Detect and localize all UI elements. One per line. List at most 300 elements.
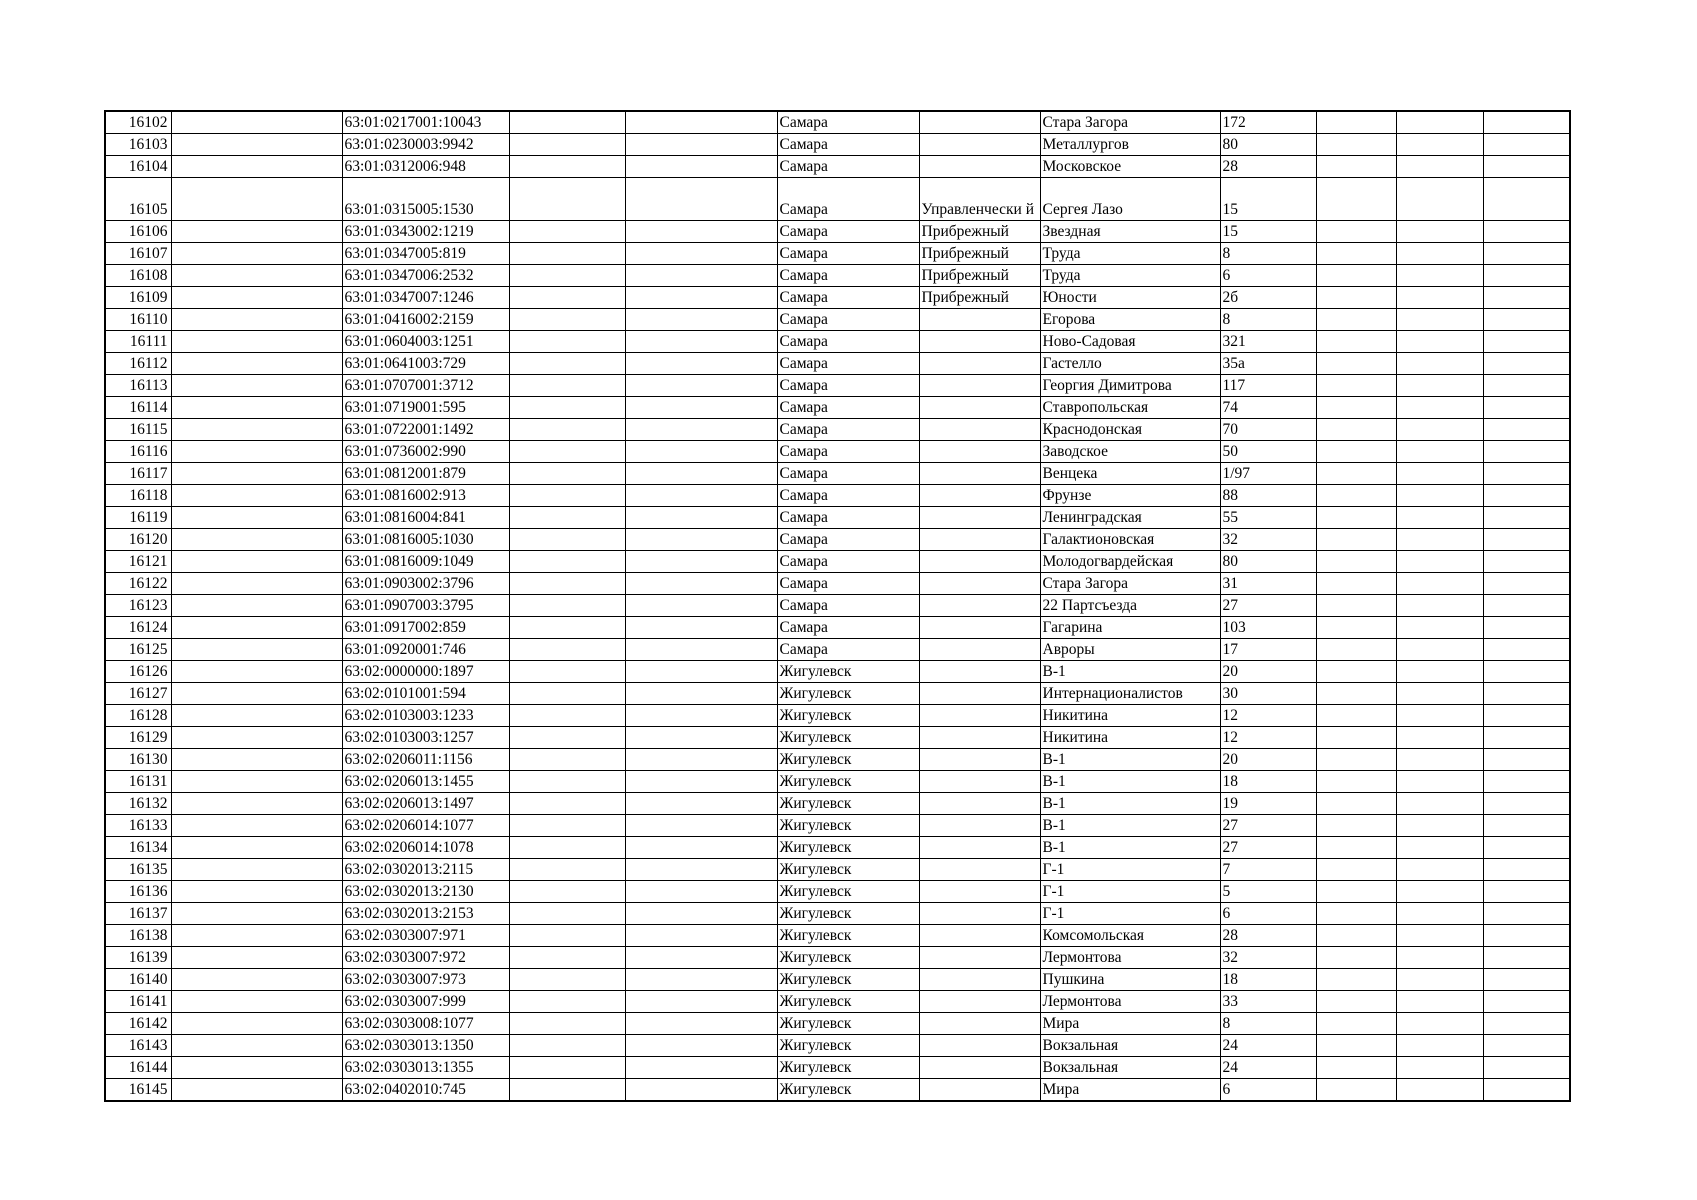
street-cell: Г-1 xyxy=(1040,859,1220,881)
house-number-cell: 55 xyxy=(1220,507,1316,529)
empty-cell xyxy=(1316,859,1396,881)
empty-cell xyxy=(1396,397,1483,419)
empty-cell xyxy=(1316,705,1396,727)
cadastral-number-cell: 63:02:0302013:2130 xyxy=(342,881,509,903)
data-table xyxy=(104,110,1571,1102)
empty-cell xyxy=(1396,815,1483,837)
row-number-cell: 16120 xyxy=(105,529,171,551)
empty-cell xyxy=(509,243,625,265)
empty-cell xyxy=(509,419,625,441)
empty-cell xyxy=(509,463,625,485)
row-number-cell: 16102 xyxy=(105,111,171,134)
street-cell: Лермонтова xyxy=(1040,991,1220,1013)
table-body xyxy=(105,111,1570,1101)
table-row xyxy=(105,617,1570,639)
empty-cell xyxy=(171,903,342,925)
empty-cell xyxy=(509,375,625,397)
row-number-cell: 16142 xyxy=(105,1013,171,1035)
empty-cell xyxy=(1483,1057,1570,1079)
empty-cell xyxy=(1483,463,1570,485)
city-cell: Самара xyxy=(777,111,919,134)
house-number-cell: 35а xyxy=(1220,353,1316,375)
empty-cell xyxy=(625,947,777,969)
cadastral-number-cell: 63:01:0230003:9942 xyxy=(342,134,509,156)
street-cell: Гагарина xyxy=(1040,617,1220,639)
table-row xyxy=(105,793,1570,815)
city-cell: Самара xyxy=(777,397,919,419)
empty-cell xyxy=(1396,1057,1483,1079)
district-cell xyxy=(919,353,1040,375)
row-number-cell: 16141 xyxy=(105,991,171,1013)
city-cell: Жигулевск xyxy=(777,1013,919,1035)
empty-cell xyxy=(509,551,625,573)
city-cell: Самара xyxy=(777,221,919,243)
empty-cell xyxy=(625,485,777,507)
district-cell xyxy=(919,397,1040,419)
city-cell: Жигулевск xyxy=(777,727,919,749)
table-row xyxy=(105,134,1570,156)
empty-cell xyxy=(625,111,777,134)
cadastral-number-cell: 63:02:0302013:2115 xyxy=(342,859,509,881)
street-cell: В-1 xyxy=(1040,815,1220,837)
empty-cell xyxy=(171,881,342,903)
empty-cell xyxy=(1396,573,1483,595)
empty-cell xyxy=(171,1035,342,1057)
empty-cell xyxy=(1396,925,1483,947)
empty-cell xyxy=(171,969,342,991)
row-number-cell: 16121 xyxy=(105,551,171,573)
cadastral-number-cell: 63:01:0347007:1246 xyxy=(342,287,509,309)
city-cell: Самара xyxy=(777,617,919,639)
empty-cell xyxy=(1316,178,1396,221)
district-cell xyxy=(919,815,1040,837)
house-number-cell: 15 xyxy=(1220,178,1316,221)
city-cell: Самара xyxy=(777,573,919,595)
table-row xyxy=(105,969,1570,991)
row-number-cell: 16125 xyxy=(105,639,171,661)
empty-cell xyxy=(625,507,777,529)
empty-cell xyxy=(625,243,777,265)
table-row xyxy=(105,375,1570,397)
house-number-cell: 27 xyxy=(1220,837,1316,859)
empty-cell xyxy=(509,617,625,639)
empty-cell xyxy=(509,134,625,156)
house-number-cell: 70 xyxy=(1220,419,1316,441)
city-cell: Самара xyxy=(777,353,919,375)
street-cell: Фрунзе xyxy=(1040,485,1220,507)
empty-cell xyxy=(1316,837,1396,859)
empty-cell xyxy=(1316,1035,1396,1057)
empty-cell xyxy=(1396,419,1483,441)
empty-cell xyxy=(171,529,342,551)
empty-cell xyxy=(509,397,625,419)
empty-cell xyxy=(171,705,342,727)
row-number-cell: 16119 xyxy=(105,507,171,529)
empty-cell xyxy=(625,1013,777,1035)
city-cell: Жигулевск xyxy=(777,793,919,815)
street-cell: Металлургов xyxy=(1040,134,1220,156)
empty-cell xyxy=(625,1057,777,1079)
district-cell xyxy=(919,1057,1040,1079)
empty-cell xyxy=(509,595,625,617)
street-cell: Ленинградская xyxy=(1040,507,1220,529)
row-number-cell: 16130 xyxy=(105,749,171,771)
empty-cell xyxy=(509,1035,625,1057)
street-cell: Труда xyxy=(1040,243,1220,265)
empty-cell xyxy=(1483,1079,1570,1102)
house-number-cell: 28 xyxy=(1220,925,1316,947)
empty-cell xyxy=(1396,134,1483,156)
table-row xyxy=(105,727,1570,749)
empty-cell xyxy=(1396,551,1483,573)
empty-cell xyxy=(171,925,342,947)
row-number-cell: 16123 xyxy=(105,595,171,617)
city-cell: Жигулевск xyxy=(777,771,919,793)
table-row xyxy=(105,243,1570,265)
row-number-cell: 16140 xyxy=(105,969,171,991)
street-cell: Георгия Димитрова xyxy=(1040,375,1220,397)
street-cell: Стара Загора xyxy=(1040,111,1220,134)
cadastral-number-cell: 63:01:0816004:841 xyxy=(342,507,509,529)
table-row xyxy=(105,353,1570,375)
street-cell: В-1 xyxy=(1040,793,1220,815)
house-number-cell: 8 xyxy=(1220,309,1316,331)
empty-cell xyxy=(509,837,625,859)
empty-cell xyxy=(1316,529,1396,551)
house-number-cell: 80 xyxy=(1220,134,1316,156)
district-cell xyxy=(919,947,1040,969)
row-number-cell: 16113 xyxy=(105,375,171,397)
empty-cell xyxy=(1316,991,1396,1013)
empty-cell xyxy=(1396,375,1483,397)
city-cell: Самара xyxy=(777,134,919,156)
empty-cell xyxy=(1396,969,1483,991)
empty-cell xyxy=(509,1013,625,1035)
empty-cell xyxy=(171,156,342,178)
house-number-cell: 15 xyxy=(1220,221,1316,243)
cadastral-number-cell: 63:02:0206014:1078 xyxy=(342,837,509,859)
empty-cell xyxy=(171,573,342,595)
city-cell: Самара xyxy=(777,265,919,287)
table-row xyxy=(105,441,1570,463)
empty-cell xyxy=(171,551,342,573)
table-row xyxy=(105,1079,1570,1102)
street-cell: В-1 xyxy=(1040,749,1220,771)
row-number-cell: 16136 xyxy=(105,881,171,903)
empty-cell xyxy=(1396,881,1483,903)
district-cell xyxy=(919,1013,1040,1035)
district-cell xyxy=(919,111,1040,134)
empty-cell xyxy=(625,331,777,353)
city-cell: Жигулевск xyxy=(777,705,919,727)
empty-cell xyxy=(1483,134,1570,156)
empty-cell xyxy=(625,749,777,771)
empty-cell xyxy=(1396,661,1483,683)
district-cell xyxy=(919,507,1040,529)
empty-cell xyxy=(1316,639,1396,661)
cadastral-number-cell: 63:02:0303008:1077 xyxy=(342,1013,509,1035)
empty-cell xyxy=(1483,265,1570,287)
row-number-cell: 16105 xyxy=(105,178,171,221)
empty-cell xyxy=(509,771,625,793)
street-cell: Венцека xyxy=(1040,463,1220,485)
empty-cell xyxy=(509,156,625,178)
cadastral-number-cell: 63:02:0103003:1233 xyxy=(342,705,509,727)
empty-cell xyxy=(171,441,342,463)
house-number-cell: 8 xyxy=(1220,243,1316,265)
empty-cell xyxy=(1483,441,1570,463)
table-row xyxy=(105,837,1570,859)
cadastral-number-cell: 63:02:0206014:1077 xyxy=(342,815,509,837)
city-cell: Самара xyxy=(777,639,919,661)
empty-cell xyxy=(509,705,625,727)
cadastral-number-cell: 63:01:0907003:3795 xyxy=(342,595,509,617)
city-cell: Жигулевск xyxy=(777,837,919,859)
city-cell: Самара xyxy=(777,331,919,353)
empty-cell xyxy=(509,178,625,221)
empty-cell xyxy=(509,749,625,771)
row-number-cell: 16117 xyxy=(105,463,171,485)
empty-cell xyxy=(171,134,342,156)
table-row xyxy=(105,551,1570,573)
empty-cell xyxy=(1483,903,1570,925)
empty-cell xyxy=(509,859,625,881)
district-cell xyxy=(919,793,1040,815)
row-number-cell: 16106 xyxy=(105,221,171,243)
empty-cell xyxy=(1316,881,1396,903)
house-number-cell: 12 xyxy=(1220,705,1316,727)
empty-cell xyxy=(1396,331,1483,353)
city-cell: Самара xyxy=(777,485,919,507)
empty-cell xyxy=(1396,529,1483,551)
empty-cell xyxy=(1396,287,1483,309)
house-number-cell: 32 xyxy=(1220,529,1316,551)
house-number-cell: 24 xyxy=(1220,1035,1316,1057)
empty-cell xyxy=(1396,178,1483,221)
empty-cell xyxy=(1396,463,1483,485)
empty-cell xyxy=(1316,749,1396,771)
city-cell: Самара xyxy=(777,309,919,331)
cadastral-number-cell: 63:02:0103003:1257 xyxy=(342,727,509,749)
cadastral-number-cell: 63:01:0816009:1049 xyxy=(342,551,509,573)
empty-cell xyxy=(171,265,342,287)
empty-cell xyxy=(1316,683,1396,705)
empty-cell xyxy=(1483,639,1570,661)
empty-cell xyxy=(625,925,777,947)
empty-cell xyxy=(1396,639,1483,661)
district-cell xyxy=(919,881,1040,903)
street-cell: Ново-Садовая xyxy=(1040,331,1220,353)
district-cell xyxy=(919,156,1040,178)
empty-cell xyxy=(171,749,342,771)
empty-cell xyxy=(1396,793,1483,815)
empty-cell xyxy=(1396,156,1483,178)
district-cell: Управленчески й xyxy=(919,178,1040,221)
district-cell xyxy=(919,485,1040,507)
table-row xyxy=(105,221,1570,243)
row-number-cell: 16131 xyxy=(105,771,171,793)
empty-cell xyxy=(1396,441,1483,463)
table-row xyxy=(105,1035,1570,1057)
empty-cell xyxy=(1483,111,1570,134)
empty-cell xyxy=(509,903,625,925)
cadastral-number-cell: 63:01:0347005:819 xyxy=(342,243,509,265)
street-cell: Сергея Лазо xyxy=(1040,178,1220,221)
cadastral-number-cell: 63:01:0343002:1219 xyxy=(342,221,509,243)
empty-cell xyxy=(171,397,342,419)
city-cell: Самара xyxy=(777,156,919,178)
empty-cell xyxy=(509,221,625,243)
city-cell: Самара xyxy=(777,463,919,485)
empty-cell xyxy=(509,969,625,991)
cadastral-number-cell: 63:02:0206013:1455 xyxy=(342,771,509,793)
street-cell: Мира xyxy=(1040,1013,1220,1035)
empty-cell xyxy=(509,331,625,353)
empty-cell xyxy=(1316,243,1396,265)
empty-cell xyxy=(1483,1035,1570,1057)
empty-cell xyxy=(1396,749,1483,771)
cadastral-number-cell: 63:01:0315005:1530 xyxy=(342,178,509,221)
district-cell xyxy=(919,969,1040,991)
row-number-cell: 16107 xyxy=(105,243,171,265)
table-row xyxy=(105,991,1570,1013)
empty-cell xyxy=(1316,353,1396,375)
empty-cell xyxy=(171,375,342,397)
street-cell: Звездная xyxy=(1040,221,1220,243)
table-row xyxy=(105,287,1570,309)
table-row xyxy=(105,485,1570,507)
empty-cell xyxy=(1316,903,1396,925)
empty-cell xyxy=(1483,419,1570,441)
empty-cell xyxy=(1316,793,1396,815)
empty-cell xyxy=(1396,309,1483,331)
table-row xyxy=(105,947,1570,969)
house-number-cell: 88 xyxy=(1220,485,1316,507)
district-cell xyxy=(919,771,1040,793)
city-cell: Жигулевск xyxy=(777,1057,919,1079)
house-number-cell: 103 xyxy=(1220,617,1316,639)
empty-cell xyxy=(1316,463,1396,485)
row-number-cell: 16132 xyxy=(105,793,171,815)
house-number-cell: 8 xyxy=(1220,1013,1316,1035)
empty-cell xyxy=(1396,683,1483,705)
cadastral-number-cell: 63:01:0604003:1251 xyxy=(342,331,509,353)
city-cell: Самара xyxy=(777,287,919,309)
row-number-cell: 16112 xyxy=(105,353,171,375)
cadastral-number-cell: 63:01:0217001:10043 xyxy=(342,111,509,134)
empty-cell xyxy=(625,134,777,156)
empty-cell xyxy=(1396,221,1483,243)
empty-cell xyxy=(509,573,625,595)
empty-cell xyxy=(171,111,342,134)
house-number-cell: 31 xyxy=(1220,573,1316,595)
empty-cell xyxy=(171,309,342,331)
table-row xyxy=(105,309,1570,331)
house-number-cell: 24 xyxy=(1220,1057,1316,1079)
row-number-cell: 16124 xyxy=(105,617,171,639)
empty-cell xyxy=(1396,353,1483,375)
district-cell: Прибрежный xyxy=(919,221,1040,243)
empty-cell xyxy=(1483,507,1570,529)
street-cell: Вокзальная xyxy=(1040,1057,1220,1079)
row-number-cell: 16139 xyxy=(105,947,171,969)
street-cell: Егорова xyxy=(1040,309,1220,331)
district-cell xyxy=(919,441,1040,463)
empty-cell xyxy=(509,881,625,903)
empty-cell xyxy=(1483,661,1570,683)
empty-cell xyxy=(1483,771,1570,793)
empty-cell xyxy=(1316,331,1396,353)
district-cell xyxy=(919,837,1040,859)
house-number-cell: 6 xyxy=(1220,903,1316,925)
empty-cell xyxy=(1483,925,1570,947)
house-number-cell: 1/97 xyxy=(1220,463,1316,485)
empty-cell xyxy=(1396,771,1483,793)
empty-cell xyxy=(171,1057,342,1079)
cadastral-number-cell: 63:02:0303007:999 xyxy=(342,991,509,1013)
empty-cell xyxy=(171,727,342,749)
table-row xyxy=(105,903,1570,925)
row-number-cell: 16127 xyxy=(105,683,171,705)
empty-cell xyxy=(1483,727,1570,749)
empty-cell xyxy=(171,353,342,375)
empty-cell xyxy=(509,485,625,507)
empty-cell xyxy=(1396,243,1483,265)
empty-cell xyxy=(625,309,777,331)
city-cell: Самара xyxy=(777,375,919,397)
city-cell: Жигулевск xyxy=(777,683,919,705)
row-number-cell: 16116 xyxy=(105,441,171,463)
table-row xyxy=(105,1057,1570,1079)
city-cell: Жигулевск xyxy=(777,947,919,969)
cadastral-number-cell: 63:01:0347006:2532 xyxy=(342,265,509,287)
empty-cell xyxy=(1316,419,1396,441)
house-number-cell: 2б xyxy=(1220,287,1316,309)
empty-cell xyxy=(1483,221,1570,243)
street-cell: Ставропольская xyxy=(1040,397,1220,419)
empty-cell xyxy=(171,331,342,353)
empty-cell xyxy=(1316,1057,1396,1079)
street-cell: В-1 xyxy=(1040,661,1220,683)
empty-cell xyxy=(509,815,625,837)
street-cell: Лермонтова xyxy=(1040,947,1220,969)
district-cell xyxy=(919,705,1040,727)
empty-cell xyxy=(1483,485,1570,507)
empty-cell xyxy=(509,529,625,551)
empty-cell xyxy=(1483,947,1570,969)
city-cell: Самара xyxy=(777,551,919,573)
city-cell: Жигулевск xyxy=(777,991,919,1013)
empty-cell xyxy=(1316,595,1396,617)
empty-cell xyxy=(1396,1079,1483,1102)
cadastral-number-cell: 63:01:0722001:1492 xyxy=(342,419,509,441)
empty-cell xyxy=(1316,1013,1396,1035)
empty-cell xyxy=(625,837,777,859)
row-number-cell: 16137 xyxy=(105,903,171,925)
empty-cell xyxy=(171,1079,342,1102)
empty-cell xyxy=(1396,903,1483,925)
house-number-cell: 18 xyxy=(1220,771,1316,793)
empty-cell xyxy=(1396,947,1483,969)
city-cell: Жигулевск xyxy=(777,969,919,991)
empty-cell xyxy=(509,727,625,749)
empty-cell xyxy=(509,353,625,375)
empty-cell xyxy=(625,375,777,397)
empty-cell xyxy=(1316,441,1396,463)
empty-cell xyxy=(625,529,777,551)
table-row xyxy=(105,925,1570,947)
row-number-cell: 16134 xyxy=(105,837,171,859)
